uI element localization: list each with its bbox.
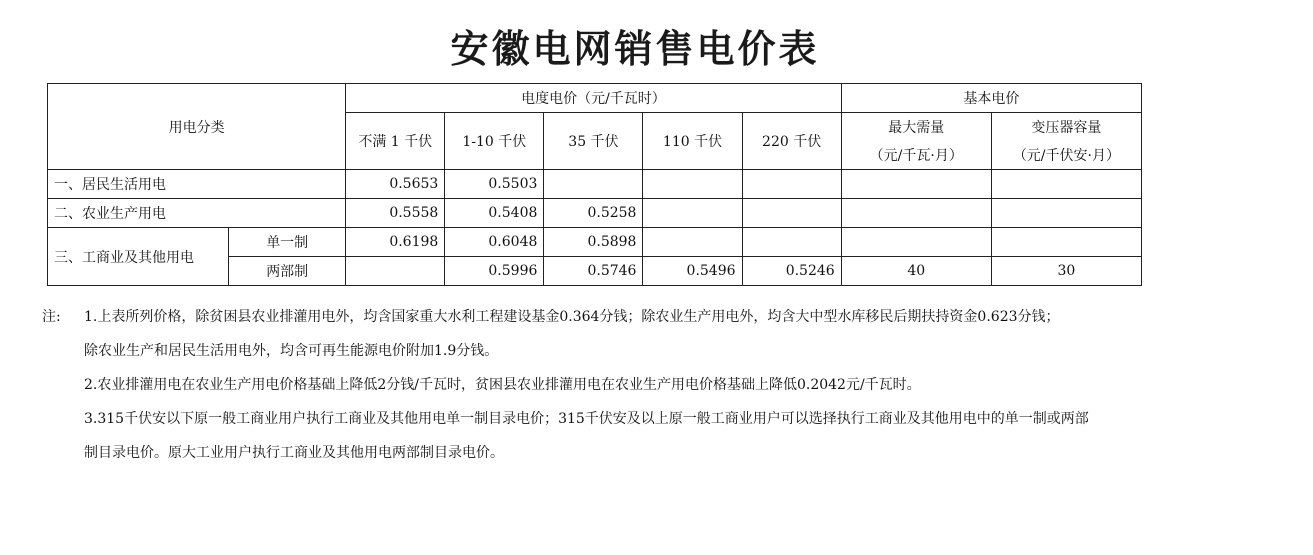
header-voltage-220kv: 220 千伏 <box>742 113 841 170</box>
table-row <box>48 170 1142 199</box>
header-voltage-110kv: 110 千伏 <box>643 113 742 170</box>
note-text: 2.农业排灌用电在农业生产用电价格基础上降低2分钱/千瓦时，贫困县农业排灌用电在农业生产用电价格基础上降低0.2042元/千瓦时。 <box>84 377 921 393</box>
header-transformer-capacity: 变压器容量 <box>991 113 1141 142</box>
notes-prefix: 注: <box>42 309 61 325</box>
note-text: 1.上表所列价格，除贫困县农业排灌用电外，均含国家重大水利工程建设基金0.364分钱；除农业生产用电外，均含大中型水库移民后期扶持资金0.623分钱； <box>84 309 1060 325</box>
header-max-demand: 最大需量 <box>841 113 991 142</box>
note-text: 制目录电价。原大工业用户执行工商业及其他用电两部制目录电价。 <box>84 445 504 461</box>
row-label-single-rate: 单一制 <box>229 228 346 257</box>
header-voltage-below-1kv: 不满 1 千伏 <box>346 113 445 170</box>
cell-value: 0.5996 <box>445 257 544 286</box>
cell-value: 0.6048 <box>445 228 544 257</box>
note-line <box>42 402 1272 436</box>
header-basic-price: 基本电价 <box>841 84 1141 113</box>
cell-value: 0.5246 <box>742 257 841 286</box>
note-text: 3.315千伏安以下原一般工商业用户执行工商业及其他用电单一制目录电价；315千伏安及以上原一般工商业用户可以选择执行工商业及其他用电中的单一制或两部 <box>84 411 1089 427</box>
note-line <box>42 300 1272 334</box>
row-label-industrial: 三、工商业及其他用电 <box>48 228 229 286</box>
cell-value: 0.5898 <box>544 228 643 257</box>
table-row <box>48 228 1142 257</box>
page-title: 安徽电网销售电价表 <box>450 26 820 71</box>
notes <box>42 300 1272 470</box>
row-label-residential: 一、居民生活用电 <box>48 170 346 199</box>
header-voltage-35kv: 35 千伏 <box>544 113 643 170</box>
note-line <box>42 436 1272 470</box>
note-line <box>42 368 1272 402</box>
cell-value: 0.5653 <box>346 170 445 199</box>
header-energy-price: 电度电价（元/千瓦时） <box>346 84 841 113</box>
table-row <box>48 199 1142 228</box>
header-transformer-capacity-unit: （元/千伏安·月） <box>991 141 1141 170</box>
cell-value: 0.5258 <box>544 199 643 228</box>
cell-value: 0.5408 <box>445 199 544 228</box>
row-label-agricultural: 二、农业生产用电 <box>48 199 346 228</box>
cell-value: 0.5503 <box>445 170 544 199</box>
cell-max-demand: 40 <box>841 257 991 286</box>
cell-transformer: 30 <box>991 257 1141 286</box>
note-line <box>42 334 1272 368</box>
header-max-demand-unit: （元/千瓦·月） <box>841 141 991 170</box>
note-text: 除农业生产和居民生活用电外，均含可再生能源电价附加1.9分钱。 <box>84 343 499 359</box>
header-category: 用电分类 <box>48 84 346 170</box>
row-label-two-part: 两部制 <box>229 257 346 286</box>
cell-value: 0.5496 <box>643 257 742 286</box>
cell-value: 0.6198 <box>346 228 445 257</box>
cell-value: 0.5746 <box>544 257 643 286</box>
header-voltage-1-10kv: 1-10 千伏 <box>445 113 544 170</box>
cell-value: 0.5558 <box>346 199 445 228</box>
price-table <box>47 83 1142 286</box>
